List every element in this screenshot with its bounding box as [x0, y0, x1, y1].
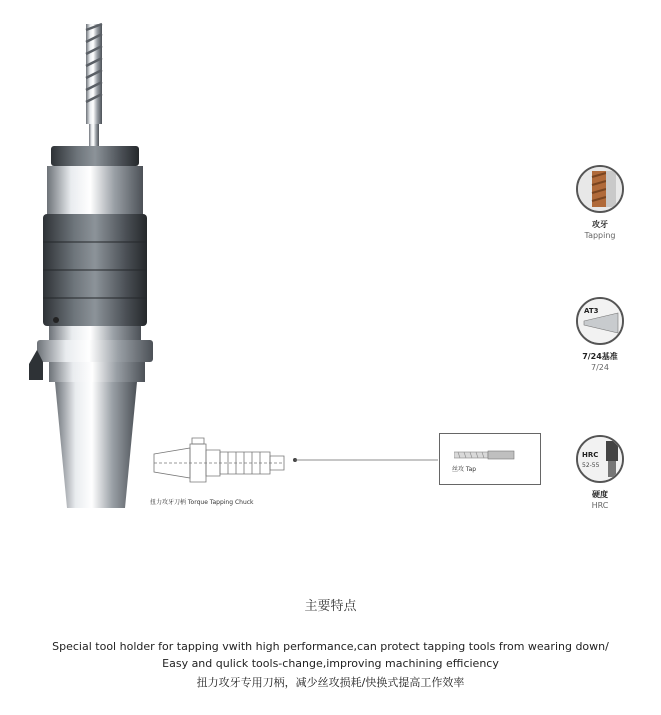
taper-shank: [55, 382, 137, 508]
badge-tapping-en: Tapping: [584, 231, 616, 240]
badge-hardness-zh: 硬度: [592, 490, 608, 499]
chuck-caption: 扭力攻牙刀柄 Torque Tapping Chuck: [150, 499, 254, 506]
taper-at3-text: AT3: [584, 307, 599, 315]
features-line-1: Special tool holder for tapping vwith high performance,can protect tapping tools from wearing down/: [52, 640, 609, 653]
tapping-icon: [576, 165, 624, 213]
badge-tapping: [574, 165, 626, 240]
tap-detail-box: [439, 433, 541, 485]
features-line-2: Easy and qulick tools-change,improving machining efficiency: [162, 657, 499, 670]
badge-taper: [574, 297, 626, 372]
chuck-drawing: [150, 434, 290, 492]
collet-nut: [51, 146, 139, 166]
tap-icon: [454, 450, 516, 460]
hardness-hrc-text: HRC: [582, 451, 599, 459]
badge-taper-en: 7/24: [591, 363, 609, 372]
tap-caption: 丝攻 Tap: [452, 466, 477, 473]
features-title: 主要特点: [304, 599, 357, 614]
connector-line: [290, 455, 440, 465]
badge-tapping-zh: 攻牙: [592, 220, 608, 229]
badge-taper-zh: 7/24基准: [582, 352, 618, 361]
hardness-range-text: 52-55: [582, 462, 600, 469]
flange: [37, 340, 153, 362]
tap-tool: [86, 24, 102, 146]
features-line-3: 扭力攻牙专用刀柄，减少丝攻损耗/快换式提高工作效率: [196, 676, 465, 689]
badge-hardness: [574, 435, 626, 510]
badge-hardness-en: HRC: [591, 501, 609, 510]
taper-at3-icon: [576, 297, 624, 345]
hardness-icon: [576, 435, 624, 483]
